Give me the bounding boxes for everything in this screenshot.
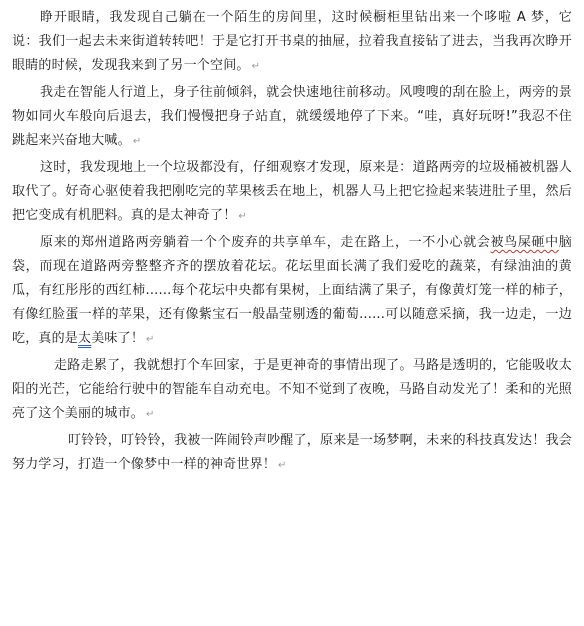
paragraph-mark-icon: ↵ [238, 211, 247, 222]
paragraph-mark-icon: ↵ [132, 136, 142, 147]
paragraph-4-text-c: 脑袋，而现在道路两旁整整齐齐的摆放着花坛。花坛里面长满了我们爱吃的蔬菜，有绿油油的黄瓜，有红彤彤的西红柿......每个花坛中央都有果树，上面结满了果子，有像黄灯笼一样的柿子，有像红脸蛋一样的苹果，还有像紫宝石一般晶莹剔透的葡萄......可以随意采摘，我一边走，一边吃，真的是 [12, 235, 572, 346]
paragraph-4[interactable] [12, 231, 572, 352]
paragraph-3[interactable] [12, 156, 572, 229]
paragraph-4-text-a: 原来的郑州道路两旁躺着一个个废弃的共享单车，走在路上，一不小心就会 [40, 235, 491, 250]
paragraph-2[interactable] [12, 81, 572, 154]
spelling-flagged-char[interactable]: 太 [78, 331, 92, 346]
paragraph-5-text: 走路走累了，我就想打个车回家，于是更神奇的事情出现了。马路是透明的，它能吸收太阳的光芒，它能给行驶中的智能车自动充电。不知不觉到了夜晚，马路自动发光了！柔和的光照亮了这个美丽的城市。 [12, 358, 572, 421]
paragraph-4-text-e: 美味了！ [91, 331, 145, 346]
paragraph-5[interactable] [12, 354, 572, 427]
paragraph-6-text: 叮铃铃，叮铃铃，我被一阵闹铃声吵醒了，原来是一场梦啊，未来的科技真发达！我会努力学习，打造一个像梦中一样的神奇世界！ [12, 433, 572, 472]
paragraph-mark-icon: ↵ [146, 409, 155, 420]
paragraph-mark-icon: ↵ [278, 460, 287, 471]
document-page [12, 6, 572, 478]
paragraph-mark-icon: ↵ [251, 61, 261, 72]
paragraph-6[interactable] [12, 429, 572, 478]
grammar-flagged-phrase[interactable]: 被鸟屎砸中 [490, 235, 559, 250]
paragraph-1-text: 睁开眼睛，我发现自己躺在一个陌生的房间里，这时候橱柜里钻出来一个哆啦 A 梦，它说：我们一起去未来街道转转吧！于是它打开书桌的抽屉，拉着我直接钻了进去，当我再次睁开眼睛的时候，发现我来到了另一个空间。 [12, 10, 572, 73]
paragraph-mark-icon: ↵ [146, 334, 155, 345]
paragraph-1[interactable] [12, 6, 572, 79]
paragraph-2-text: 我走在智能人行道上，身子往前倾斜，就会快速地往前移动。风嗖嗖的刮在脸上，两旁的景物如同火车般向后退去，我们慢慢把身子站直，就缓缓地停了下来。“哇，真好玩呀!”我忍不住跳起来兴奋地大喊。 [12, 85, 572, 148]
paragraph-3-text: 这时，我发现地上一个垃圾都没有，仔细观察才发现，原来是：道路两旁的垃圾桶被机器人取代了。好奇心驱使着我把刚吃完的苹果核丢在地上，机器人马上把它捡起来装进肚子里，然后把它变成有机肥料。真的是太神奇了！ [12, 160, 572, 223]
